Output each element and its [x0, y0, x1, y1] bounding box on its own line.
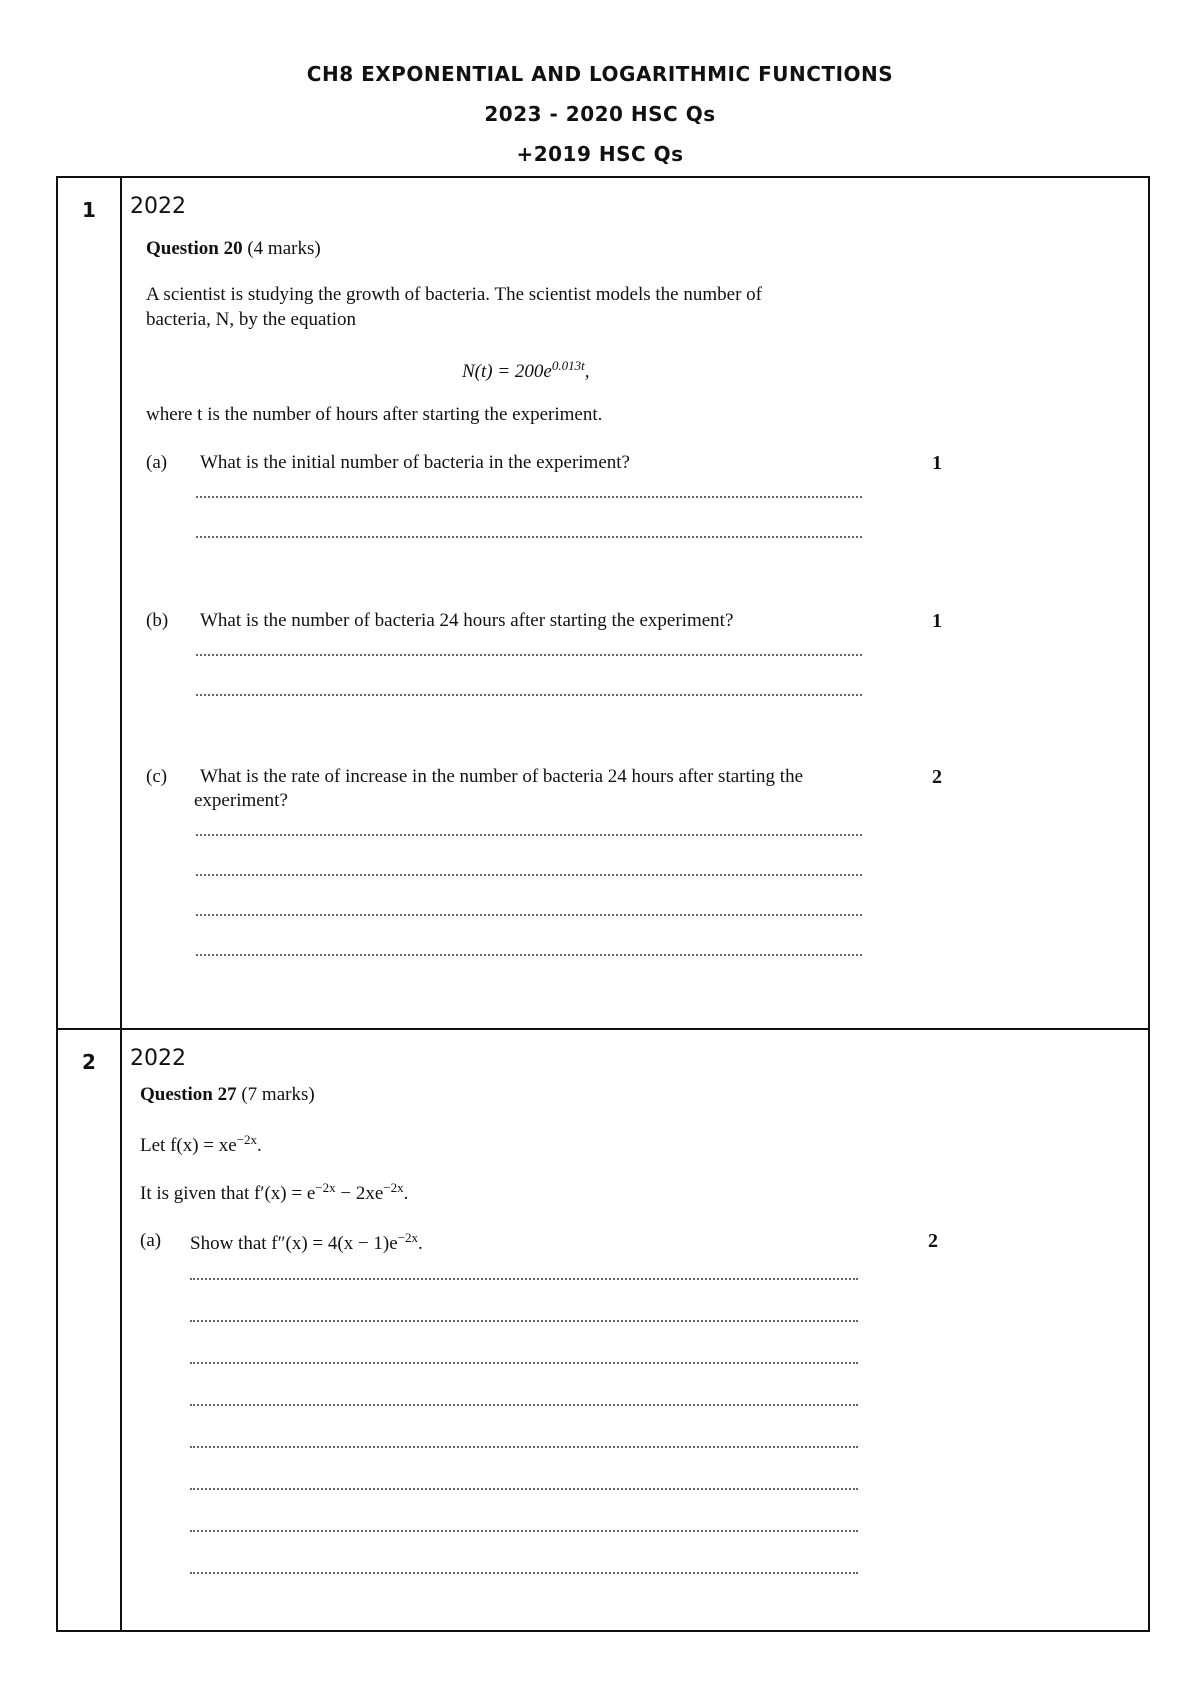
answer-line[interactable]: [190, 1530, 858, 1532]
page-subtitle-2: +2019 HSC Qs: [516, 142, 684, 166]
question-heading: Question 20: [146, 238, 243, 259]
given-middle: − 2xe: [335, 1183, 384, 1204]
answer-line[interactable]: [196, 834, 862, 836]
part-label: (b): [146, 610, 169, 631]
question-number: 2: [57, 1029, 121, 1631]
part-text-end: .: [418, 1233, 423, 1254]
part-marks: 1: [932, 610, 942, 632]
part-text-prefix: Show that f″(x) = 4(x − 1)e: [190, 1233, 398, 1254]
given-prefix: It is given that f′(x) = e: [140, 1183, 316, 1204]
intro-line-1: A scientist is studying the growth of bacteria. The scientist models the number of: [146, 284, 762, 305]
questions-table: [56, 176, 1150, 1632]
let-prefix: Let f(x) = xe: [140, 1135, 237, 1156]
answer-line[interactable]: [196, 496, 862, 498]
answer-line[interactable]: [196, 874, 862, 876]
page-subtitle: 2023 - 2020 HSC Qs: [484, 102, 716, 126]
part-label: (a): [146, 452, 168, 473]
question-cell: [121, 1029, 1149, 1631]
part-label: (a): [140, 1230, 162, 1251]
page-title: CH8 EXPONENTIAL AND LOGARITHMIC FUNCTIONS: [306, 62, 894, 86]
question-heading-line: [140, 1084, 315, 1106]
equation-exponent: 0.013t: [551, 358, 585, 373]
given-exponent-1: −2x: [315, 1180, 336, 1195]
let-end: .: [257, 1135, 262, 1156]
part-marks: 2: [932, 766, 942, 788]
part-text: What is the number of bacteria 24 hours after starting the experiment?: [200, 610, 734, 631]
question-year: 2022: [130, 1046, 186, 1071]
growth-equation: [462, 358, 590, 383]
question-heading: Question 27: [140, 1084, 237, 1105]
question-year: 2022: [130, 194, 186, 219]
let-exponent: −2x: [236, 1132, 258, 1147]
question-marks: (4 marks): [247, 238, 321, 259]
answer-line[interactable]: [190, 1446, 858, 1448]
part-text: [190, 1230, 423, 1255]
part-text-exponent: −2x: [397, 1230, 419, 1245]
part-marks: 1: [932, 452, 942, 474]
function-definition: [140, 1132, 262, 1157]
part-label: (c): [146, 766, 168, 787]
equation-end: ,: [584, 361, 590, 382]
given-end: .: [403, 1183, 409, 1204]
answer-line[interactable]: [196, 654, 862, 656]
given-exponent-2: −2x: [383, 1180, 404, 1195]
question-heading-line: [146, 238, 321, 260]
answer-line[interactable]: [190, 1278, 858, 1280]
question-cell: [121, 177, 1149, 1029]
part-text: What is the initial number of bacteria in the experiment?: [200, 452, 630, 473]
answer-line[interactable]: [196, 954, 862, 956]
answer-line[interactable]: [196, 914, 862, 916]
answer-line[interactable]: [196, 694, 862, 696]
answer-line[interactable]: [190, 1320, 858, 1322]
intro-line-2: bacteria, N, by the equation: [146, 309, 356, 330]
question-marks: (7 marks): [241, 1084, 315, 1105]
answer-line[interactable]: [190, 1572, 858, 1574]
answer-line[interactable]: [190, 1362, 858, 1364]
question-row: [57, 1029, 1149, 1631]
question-number: 1: [57, 177, 121, 1029]
equation-main: N(t) = 200e: [462, 361, 552, 382]
part-text-continued: experiment?: [194, 790, 288, 811]
answer-line[interactable]: [190, 1404, 858, 1406]
answer-line[interactable]: [190, 1488, 858, 1490]
where-text: where t is the number of hours after starting the experiment.: [146, 404, 603, 425]
answer-line[interactable]: [196, 536, 862, 538]
derivative-given: [140, 1180, 408, 1205]
part-marks: 2: [928, 1230, 938, 1252]
question-row: [57, 177, 1149, 1029]
part-text: What is the rate of increase in the number of bacteria 24 hours after starting the: [200, 766, 804, 787]
